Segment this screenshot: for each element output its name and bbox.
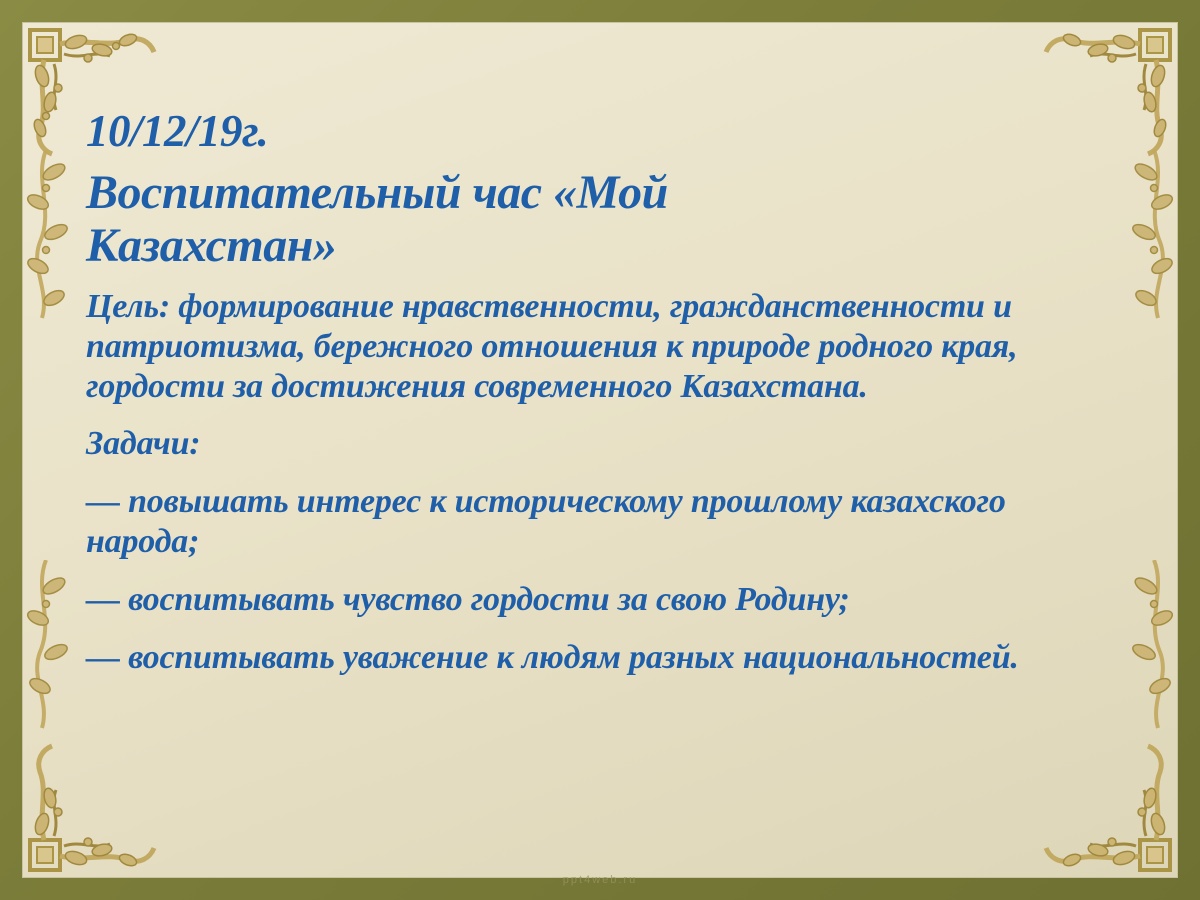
task-item-2: — воспитывать чувство гордости за свою Родину; [86,580,850,618]
page-title: Воспитательный час «Мой Казахстан» [86,165,668,273]
watermark: ppt4web.ru [562,874,638,886]
tasks-label: Задачи: [86,424,201,462]
task-item-1: — повышать интерес к историческому прошлому казахского народа; [86,482,1006,560]
task-item-3: — воспитывать уважение к людям разных национальностей. [86,638,1019,676]
goal-paragraph: Цель: формирование нравственности, гражданственности и патриотизма, бережного отношения к природе родного края, гордости за достижения современного Казахстана. [86,288,1018,406]
slide-date: 10/12/19г. [86,106,269,156]
slide-content [86,108,1096,696]
